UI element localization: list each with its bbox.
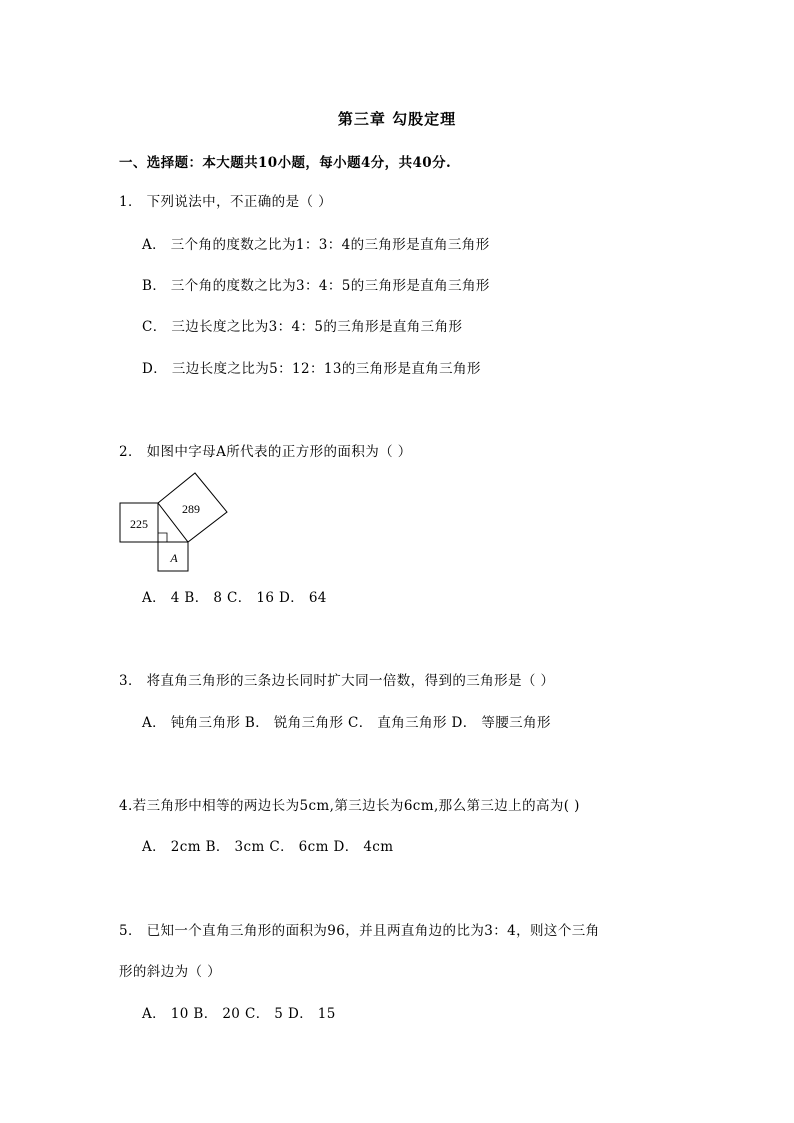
question-5-stem-line2: 形的斜边为（ ） [119, 964, 221, 980]
question-5-stem-line1: 5． 已知一个直角三角形的面积为96，并且两直角边的比为3：4，则这个三角 [119, 923, 600, 939]
section-header: 一、选择题：本大题共10小题，每小题4分，共40分. [119, 155, 452, 171]
pythagoras-squares-figure [119, 470, 231, 574]
question-4-stem: 4.若三角形中相等的两边长为5cm,第三边长为6cm,那么第三边上的高为( ) [119, 798, 580, 814]
question-1-option-b: B． 三个角的度数之比为3：4：5的三角形是直角三角形 [142, 278, 490, 294]
question-1-option-d: D． 三边长度之比为5：12：13的三角形是直角三角形 [142, 361, 481, 377]
figure-label-289: 289 [182, 502, 200, 516]
figure-label-225: 225 [130, 517, 148, 531]
question-4-options: A． 2cm B． 3cm C． 6cm D． 4cm [142, 839, 394, 855]
question-1-option-c: C． 三边长度之比为3：4：5的三角形是直角三角形 [142, 319, 463, 335]
question-3-options: A． 钝角三角形 B． 锐角三角形 C． 直角三角形 D． 等腰三角形 [142, 715, 551, 731]
question-1-option-a: A． 三个角的度数之比为1：3：4的三角形是直角三角形 [142, 237, 490, 253]
question-3-stem: 3． 将直角三角形的三条边长同时扩大同一倍数，得到的三角形是（ ） [119, 673, 555, 689]
question-5-options: A． 10 B． 20 C． 5 D． 15 [142, 1006, 336, 1022]
question-1-stem: 1． 下列说法中，不正确的是（ ） [119, 194, 332, 210]
question-2-options: A． 4 B． 8 C． 16 D． 64 [142, 590, 327, 606]
question-2-stem: 2． 如图中字母A所代表的正方形的面积为（ ） [119, 444, 412, 460]
figure-label-a: A [170, 551, 178, 565]
page-title: 第三章 勾股定理 [337, 110, 457, 128]
